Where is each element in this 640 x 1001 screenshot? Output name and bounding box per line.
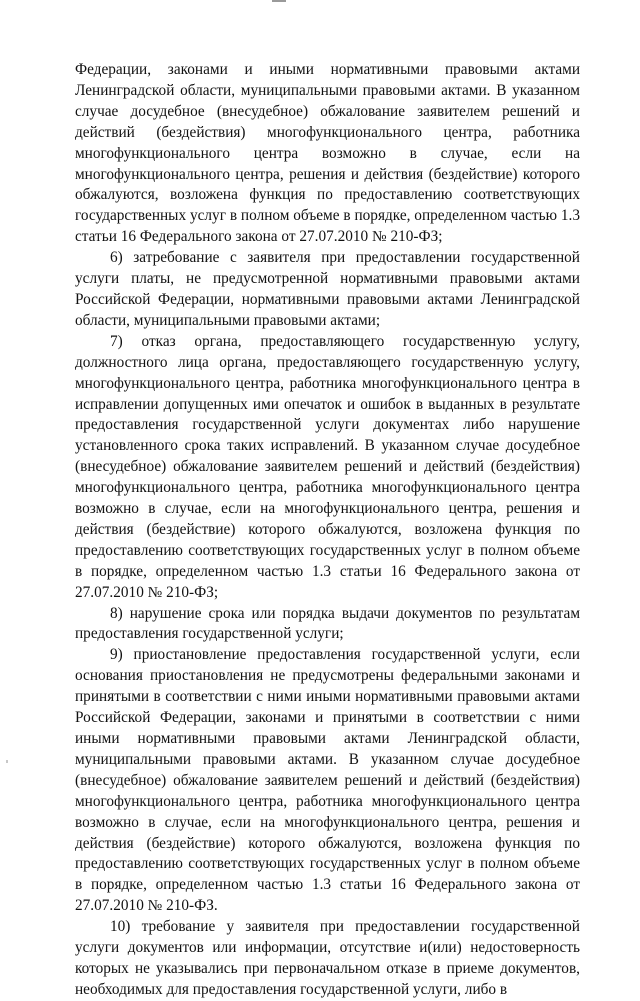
paragraph-item-7: 7) отказ органа, предоставляющего государственную услугу, должностного лица органа, предоставляющего государственную услугу, многофункционального центра, работника многофункционального центра в исправлении допущенных ими опечаток и ошибок в выданных в результате предоставления государственной услуги документах либо нарушение установленного срока таких исправлений. В указанном случае досудебное (внесудебное) обжалование заявителем решений и действий (бездействия) многофункционального центра, работника многофункционального центра возможно в случае, если на многофункционального центра, решения и действия (бездействие) которого обжалуются, возложена функция по предоставлению соответствующих государственных услуг в полном объеме в порядке, определенном частью 1.3 статьи 16 Федерального закона от 27.07.2010 № 210-ФЗ;: [75, 332, 580, 601]
paragraph-item-8: 8) нарушение срока или порядка выдачи документов по результатам предоставления государственной услуги;: [75, 604, 580, 643]
page-header-mark: [272, 0, 286, 2]
scan-speck: [6, 760, 8, 763]
paragraph-item-10: 10) требование у заявителя при предоставлении государственной услуги документов или информации, отсутствие и(или) недостоверность которых не указывались при первоначальном отказе в приеме документов, необходимых для предоставления государственной услуги, либо в: [75, 918, 580, 998]
paragraph-continuation: Федерации, законами и иными нормативными правовыми актами Ленинградской области, муниципальными правовыми актами. В указанном случае досудебное (внесудебное) обжалование заявителем решений и действий (бездействия) многофункционального центра, работника многофункционального центра возможно в случае, если на многофункционального центра, решения и действия (бездействие) которого обжалуются, возложена функция по предоставлению соответствующих государственных услуг в полном объеме в порядке, определенном частью 1.3 статьи 16 Федерального закона от 27.07.2010 № 210-ФЗ;: [75, 61, 580, 246]
paragraph-item-9: 9) приостановление предоставления государственной услуги, если основания приостановления не предусмотрены федеральными законами и принятыми в соответствии с ними иными нормативными правовыми актами Российской Федерации, законами и принятыми в соответствии с ними иными нормативными правовыми актами Ленинградской области, муниципальными правовыми актами. В указанном случае досудебное (внесудебное) обжалование заявителем решений и действий (бездействия) многофункционального центра, работника многофункционального центра возможно в случае, если на многофункционального центра, решения и действия (бездействие) которого обжалуются, возложена функция по предоставлению соответствующих государственных услуг в полном объеме в порядке, определенном частью 1.3 статьи 16 Федерального закона от 27.07.2010 № 210-ФЗ.: [75, 646, 580, 915]
paragraph-item-6: 6) затребование с заявителя при предоставлении государственной услуги платы, не предусмотренной нормативными правовыми актами Российской Федерации, нормативными правовыми актами Ленинградской области, муниципальными правовыми актами;: [75, 249, 580, 329]
document-body: [75, 60, 580, 1001]
